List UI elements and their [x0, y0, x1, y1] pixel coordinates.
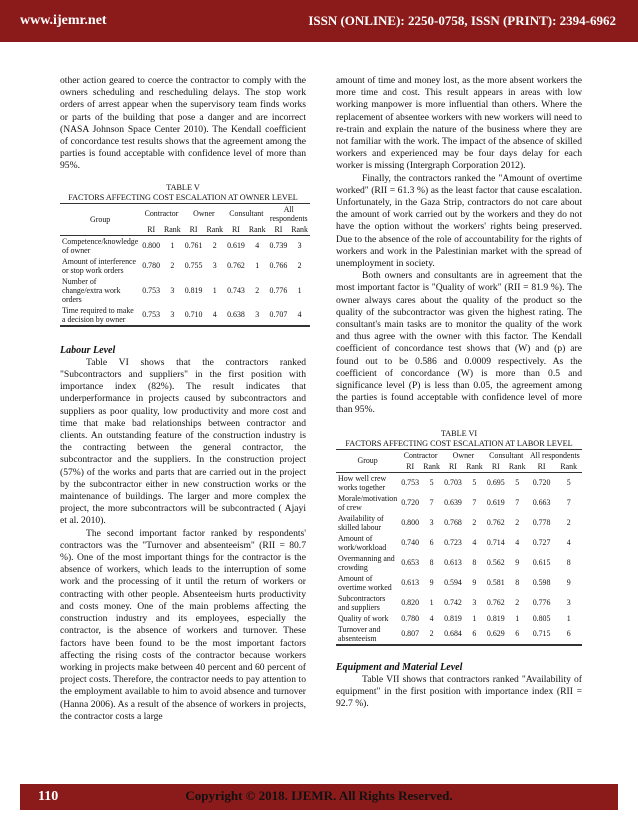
rank-value: 9: [472, 578, 477, 588]
ri-value: 0.613: [401, 578, 420, 588]
rank-value: 2: [566, 518, 571, 528]
right-column: [336, 75, 582, 711]
table-row: [336, 553, 582, 573]
ri-value: 0.684: [444, 629, 462, 639]
ri-value: 0.714: [486, 538, 505, 548]
table5-all-header: All respondents: [269, 204, 308, 223]
ri-value: 0.778: [532, 518, 551, 528]
ri-value: 0.753: [142, 285, 161, 295]
rank-value: 5: [515, 478, 520, 488]
ri-value: 0.639: [444, 498, 462, 508]
ri-header: RI: [232, 224, 240, 234]
rank-value: 1: [429, 598, 434, 608]
ri-value: 0.762: [486, 518, 505, 528]
ri-value: 0.695: [486, 478, 505, 488]
table5-contractor-header: Contractor: [144, 209, 179, 219]
table5-consultant-header: Consultant: [229, 209, 264, 219]
rank-header: Rank: [423, 461, 440, 471]
rank-value: 2: [255, 285, 260, 295]
table6-owner-header: Owner: [452, 450, 475, 460]
table5-group-header: Group: [90, 214, 111, 224]
row-group-label: How well crew works together: [338, 473, 387, 492]
right-paragraph-3: Both owners and consultants are in agreement that the most important factor is "Quality of work" (RII = 81.9 %). The owner always cares about the quality of the product so the quality of the subcontractor was given the highest rating. The consultant's main tasks are to monitor the quality of the work and thus agree with the owner with this factor. The Kendall coefficient of concordance test shows that (W) and (p) are found out to be 0.586 and 0.0009 respectively. As the coefficient of concordance (W) is more than 0.5 and significance level (P) is less than 0.05, the agreement among the parties is found acceptable with confidence level of more than 95%.: [336, 270, 582, 416]
ri-value: 0.638: [227, 310, 245, 320]
table6-all-header: All respondents: [529, 450, 580, 460]
table6-label: TABLE VI: [440, 428, 478, 438]
ri-value: 0.819: [444, 613, 462, 623]
row-group-label: Subcontractors and suppliers: [338, 593, 386, 612]
row-group-label: Amount of work/workload: [338, 533, 387, 552]
table-row: [336, 493, 582, 513]
row-group-label: Availability of skilled labour: [338, 513, 384, 532]
ri-value: 0.780: [401, 613, 420, 623]
rank-value: 4: [297, 310, 302, 320]
rank-value: 5: [429, 478, 434, 488]
rank-value: 4: [472, 538, 477, 548]
ri-value: 0.707: [269, 310, 288, 320]
rank-value: 1: [297, 285, 302, 295]
ri-value: 0.753: [142, 310, 161, 320]
row-group-label: Turnover and absenteeism: [338, 624, 381, 643]
ri-value: 0.715: [532, 629, 551, 639]
page-number: 110: [38, 789, 59, 804]
ri-header: RI: [189, 224, 198, 234]
ri-value: 0.739: [269, 241, 288, 251]
issn-label: ISSN (ONLINE): 2250-0758, ISSN (PRINT): 2394-6962: [308, 13, 616, 28]
row-group-label: Time required to make a decision by owner: [62, 305, 134, 324]
table-row: [336, 573, 582, 593]
journal-header: [0, 0, 638, 42]
rank-value: 1: [472, 613, 477, 623]
equipment-level-heading: Equipment and Material Level: [336, 661, 463, 673]
ri-value: 0.819: [486, 613, 505, 623]
rank-value: 3: [170, 310, 175, 320]
table5-owner-header: Owner: [193, 209, 215, 219]
ri-value: 0.762: [486, 598, 505, 608]
ri-value: 0.820: [401, 598, 420, 608]
rank-value: 7: [429, 498, 434, 508]
table-row: [60, 256, 310, 276]
rank-value: 3: [566, 598, 571, 608]
ri-value: 0.780: [142, 261, 161, 271]
table5-title: FACTORS AFFECTING COST ESCALATION AT OWNER LEVEL: [68, 192, 298, 202]
rank-value: 7: [515, 498, 520, 508]
table5-label: TABLE V: [166, 182, 200, 192]
rank-value: 4: [566, 538, 571, 548]
ri-header: RI: [406, 461, 415, 471]
rank-header: Rank: [291, 224, 308, 234]
table6: [336, 449, 582, 646]
rank-value: 7: [566, 498, 571, 508]
rank-value: 2: [515, 518, 520, 528]
ri-value: 0.743: [227, 285, 245, 295]
rank-header: Rank: [508, 461, 526, 471]
journal-website: www.ijemr.net: [20, 13, 107, 28]
rank-value: 1: [170, 241, 175, 251]
ri-header: RI: [449, 461, 457, 471]
table-row: [336, 613, 582, 624]
ri-value: 0.727: [532, 538, 551, 548]
rank-value: 8: [429, 558, 434, 568]
row-group-label: Morale/motivation of crew: [338, 493, 398, 512]
table-row: [336, 472, 582, 493]
table5: [60, 203, 310, 327]
rank-value: 1: [566, 613, 571, 623]
row-group-label: Amount of overtime worked: [338, 573, 392, 592]
rank-value: 6: [429, 538, 434, 548]
rank-value: 4: [255, 241, 260, 251]
rank-value: 3: [472, 598, 477, 608]
table-row: [336, 513, 582, 533]
row-group-label: Quality of work: [338, 613, 389, 623]
rank-value: 2: [429, 629, 434, 639]
ri-value: 0.720: [401, 498, 420, 508]
table6-contractor-header: Contractor: [403, 450, 438, 460]
ri-value: 0.762: [227, 261, 245, 271]
ri-value: 0.613: [444, 558, 462, 568]
row-group-label: Overmanning and crowding: [338, 553, 395, 572]
left-paragraph-3: The second important factor ranked by respondents' contractors was the "Turnover and absenteeism" (RII = 80.7 %). One of the most important things for the contractor is the absence of workers, which leads to the interruption of some work and the processing of it until the return of workers or contracting with other people. Absenteeism hurts productivity and costs money. One of the main problems affecting the construction industry and its employees, especially the contractor, is the absence of workers and turnover. These factors have been found to be the most important factors affecting the rising costs of the contractor because workers working in projects make between 40 percent and 60 percent of project costs. Therefore, the contractor needs to pay attention to the employment available to him to avoid absence and turnover (Hanna 2006). As a result of the absence of workers in projects, the contractor costs a large: [60, 527, 306, 722]
left-column: [60, 75, 306, 723]
ri-value: 0.629: [486, 629, 505, 639]
rank-value: 7: [472, 498, 477, 508]
rank-value: 4: [515, 538, 520, 548]
ri-value: 0.720: [532, 478, 551, 488]
rank-value: 5: [472, 478, 477, 488]
ri-value: 0.723: [444, 538, 462, 548]
ri-value: 0.768: [444, 518, 462, 528]
rank-value: 8: [472, 558, 477, 568]
rank-value: 4: [212, 310, 217, 320]
rank-value: 3: [170, 285, 175, 295]
rank-value: 3: [429, 518, 434, 528]
rank-header: Rank: [560, 461, 578, 471]
table-row: [336, 624, 582, 645]
rank-header: Rank: [164, 224, 181, 234]
rank-value: 5: [566, 478, 571, 488]
right-paragraph-4: Table VII shows that contractors ranked "Availability of equipment" in the first position with importance index (RII = 92.7 %).: [336, 673, 582, 710]
left-paragraph-2: Table VI shows that the contractors ranked "Subcontractors and suppliers" in the first position with importance index (82%). The result indicates that underperformance in projects caused by subcontractors and suppliers as poor quality, low productivity and more cost and time that make bad relationships between contractor and clients. An outstanding feature of the construction industry is the contracting between the general contractor, the subcontractor and the suppliers. In the construction project (57%) of the works and parts that are carried out in the project by the subcontractor either in new construction works or the maintenance of buildings. The larger and more complex the project, the more subcontractors will be subcontracted ( Ajayi et al. 2010).: [60, 356, 306, 527]
table6-title: FACTORS AFFECTING COST ESCALATION AT LABOR LEVEL: [345, 438, 573, 448]
ri-value: 0.742: [444, 598, 462, 608]
table-row: [336, 593, 582, 613]
ri-header: RI: [491, 461, 500, 471]
rank-header: Rank: [248, 224, 266, 234]
ri-header: RI: [274, 224, 283, 234]
rank-value: 8: [515, 578, 520, 588]
rank-value: 2: [472, 518, 477, 528]
table-row: [336, 533, 582, 553]
rank-value: 2: [297, 261, 302, 271]
ri-value: 0.598: [532, 578, 551, 588]
ri-value: 0.800: [142, 241, 161, 251]
rank-value: 6: [515, 629, 520, 639]
rank-value: 9: [515, 558, 520, 568]
ri-value: 0.776: [532, 598, 551, 608]
rank-header: Rank: [466, 461, 483, 471]
row-group-label: Amount of interference or stop work orders: [62, 256, 137, 275]
rank-value: 1: [212, 285, 217, 295]
rank-value: 3: [297, 241, 302, 251]
rank-value: 1: [515, 613, 520, 623]
row-group-label: Competence/knowledge of owner: [62, 236, 139, 255]
ri-value: 0.755: [184, 261, 203, 271]
ri-value: 0.710: [184, 310, 203, 320]
ri-value: 0.619: [486, 498, 505, 508]
table-row: [60, 276, 310, 305]
left-paragraph-1: other action geared to coerce the contractor to comply with the owners scheduling and rescheduling delays. The stop work orders of arrest appear when the supervisory team finds works or parts of the building that pose a danger and are incorrect (NASA Johnson Space Center 2010). The Kendall coefficient of concordance test results shows that the agreement among the parties is found acceptable with confidence level of more than 95%.: [60, 75, 306, 172]
table-row: [60, 235, 310, 256]
table6-consultant-header: Consultant: [489, 450, 524, 460]
labour-level-heading: Labour Level: [60, 344, 116, 356]
ri-value: 0.619: [227, 241, 245, 251]
rank-value: 3: [255, 310, 260, 320]
ri-value: 0.562: [486, 558, 505, 568]
ri-value: 0.594: [444, 578, 462, 588]
rank-value: 2: [170, 261, 175, 271]
rank-value: 1: [255, 261, 260, 271]
rank-value: 9: [429, 578, 434, 588]
rank-value: 6: [566, 629, 571, 639]
ri-value: 0.663: [532, 498, 551, 508]
ri-value: 0.766: [269, 261, 288, 271]
rank-value: 9: [566, 578, 571, 588]
ri-header: RI: [147, 224, 156, 234]
ri-value: 0.776: [269, 285, 288, 295]
row-group-label: Number of change/extra work orders: [62, 276, 121, 304]
ri-value: 0.703: [444, 478, 462, 488]
ri-value: 0.819: [184, 285, 203, 295]
ri-value: 0.807: [401, 629, 420, 639]
table6-group-header: Group: [357, 456, 378, 466]
ri-value: 0.581: [486, 578, 505, 588]
ri-value: 0.740: [401, 538, 420, 548]
ri-value: 0.800: [401, 518, 420, 528]
rank-value: 2: [515, 598, 520, 608]
copyright-notice: Copyright © 2018. IJEMR. All Rights Reserved.: [185, 788, 453, 803]
right-paragraph-1: amount of time and money lost, as the more absent workers the more time and cost. This result appears in areas with low working manpower is more influential than others. Where the replacement of absentee workers with new workers will need to re-train and explain the nature of the business where they are not familiar with the work. The impact of the absence of skilled workers and experienced may be four days delay for each worker is missing (Intergraph Corporation 2012).: [336, 75, 582, 172]
rank-value: 3: [212, 261, 217, 271]
rank-value: 8: [566, 558, 571, 568]
rank-value: 2: [212, 241, 217, 251]
ri-value: 0.653: [401, 558, 420, 568]
ri-value: 0.761: [184, 241, 203, 251]
right-paragraph-2: Finally, the contractors ranked the "Amount of overtime worked" (RII = 61.3 %) as the least factor that cause escalation. Unfortunately, in the Gaza Strip, contractors do not care about the amount of work carried out by the workers and they do not have the option without the workers' rights being preserved. Due to the absence of the role of accountability for the rights of workers and work in the Palestinian market with the spread of unemployment in society.: [336, 172, 582, 270]
rank-header: Rank: [206, 224, 224, 234]
ri-value: 0.615: [532, 558, 551, 568]
ri-header: RI: [537, 461, 546, 471]
rank-value: 6: [472, 629, 477, 639]
ri-value: 0.805: [532, 613, 551, 623]
ri-value: 0.753: [401, 478, 420, 488]
table-row: [60, 305, 310, 326]
rank-value: 4: [429, 613, 434, 623]
